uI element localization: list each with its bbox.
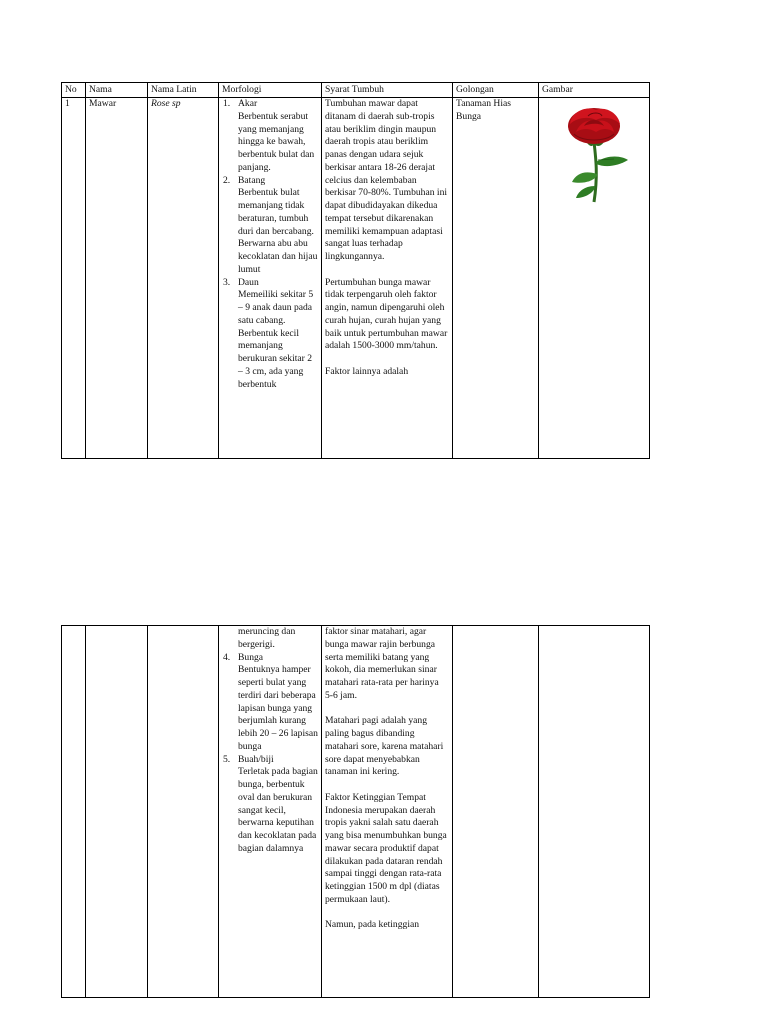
cell-morfologi [219,626,322,998]
header-golongan: Golongan [453,83,539,98]
cell-no [62,98,86,459]
list-item [222,754,318,856]
header-row [62,83,650,98]
cell-golongan [453,98,539,459]
header-nama: Nama [86,83,148,98]
morfologi-list [222,98,318,391]
syarat-paragraph: Faktor lainnya adalah [325,365,409,377]
morfologi-text: Bentuknya hamper seperti bulat yang terdiri dari beberapa lapisan bunga yang berjumlah kurang lebih 20 – 26 lapisan bunga [238,664,318,752]
syarat-paragraph: Faktor Ketinggian Tempat Indonesia merupakan daerah tropis yakni salah satu daerah yang bisa menumbuhkan bunga mawar secara produktif dapat dilakukan pada dataran rendah sampai tinggi dengan rata-rata ketinggian 1500 m dpl (diatas permukaan laut). [325,791,447,905]
table-row [62,626,650,998]
list-item [222,175,318,277]
cell-nama [86,626,148,998]
plant-table-page-1 [61,82,650,459]
morfologi-list [222,652,318,856]
header-syarat-tumbuh: Syarat Tumbuh [322,83,453,98]
list-number: 5. [223,753,231,765]
list-number: 1. [223,98,231,109]
morfologi-text: Berbentuk serabut yang memanjang hingga ke bawah, berbentuk bulat dan panjang. [238,110,315,173]
cell-nama-latin [148,626,219,998]
plant-name: Mawar [89,98,117,109]
row-number: 1 [65,98,70,109]
rose-flower-icon [554,104,634,204]
morfologi-title: Akar [238,98,258,109]
list-number: 3. [223,276,231,288]
header-no: No [62,83,86,98]
morfologi-title: Batang [238,174,266,186]
cell-gambar [539,626,650,998]
header-gambar: Gambar [539,83,650,98]
table-row [62,98,650,459]
morfologi-text: Memeiliki sekitar 5 – 9 anak daun pada satu cabang. Berbentuk kecil memanjang berukuran sekitar 2 – 3 cm, ada yang berbentuk [238,289,314,390]
header-morfologi: Morfologi [219,83,322,98]
morfologi-title: Daun [238,276,259,288]
syarat-paragraph: Pertumbuhan bunga mawar tidak terpengaruh oleh faktor angin, namun dipengaruhi oleh curah hujan, curah hujan yang baik untuk pertumbuhan mawar adalah 1500-3000 mm/tahun. [325,276,448,352]
morfologi-continuation: meruncing dan bergerigi. [238,626,296,650]
morfologi-title: Bunga [238,651,264,663]
morfologi-text: Terletak pada bagian bunga, berbentuk oval dan berukuran sangat kecil, berwarna keputihan dan kecoklatan pada bagian dalamnya [238,766,318,854]
cell-syarat-tumbuh [322,98,453,459]
syarat-paragraph: Tumbuhan mawar dapat ditanam di daerah sub-tropis atau beriklim dingin maupun daerah tropis atau beriklim panas dengan udara sejuk berkisar antara 18-26 derajat celcius dan kelembaban berkisar 70-80%. Tumbuhan ini dapat dibudidayakan dikedua tempat tersebut dikarenakan memiliki kemampuan adaptasi sangat luas terhadap lingkungannya. [325,98,448,262]
cell-no [62,626,86,998]
syarat-paragraph: faktor sinar matahari, agar bunga mawar rajin berbunga serta memiliki batang yang kokoh, dia memerlukan sinar matahari rata-rata per harinya 5-6 jam. [325,626,439,701]
morfologi-title: Buah/biji [238,753,274,765]
cell-gambar [539,98,650,459]
cell-nama-latin [148,98,219,459]
golongan-text: Tanaman Hias Bunga [456,98,512,122]
plant-table-page-2 [61,625,650,998]
cell-nama [86,98,148,459]
list-number: 2. [223,174,231,186]
list-item [222,277,318,392]
syarat-paragraph: Namun, pada ketinggian [325,919,420,931]
list-item [222,652,318,754]
header-nama-latin: Nama Latin [148,83,219,98]
cell-syarat-tumbuh [322,626,453,998]
morfologi-text: Berbentuk bulat memanjang tidak beraturan, tumbuh duri dan bercabang. Berwarna abu abu kecoklatan dan hijau lumut [238,187,318,275]
list-item [222,98,318,175]
cell-morfologi [219,98,322,459]
list-number: 4. [223,651,231,663]
latin-name: Rose sp [151,98,181,109]
syarat-paragraph: Matahari pagi adalah yang paling bagus dibanding matahari sore, karena matahari sore dapat menyebabkan tanaman ini kering. [325,715,444,778]
cell-golongan [453,626,539,998]
